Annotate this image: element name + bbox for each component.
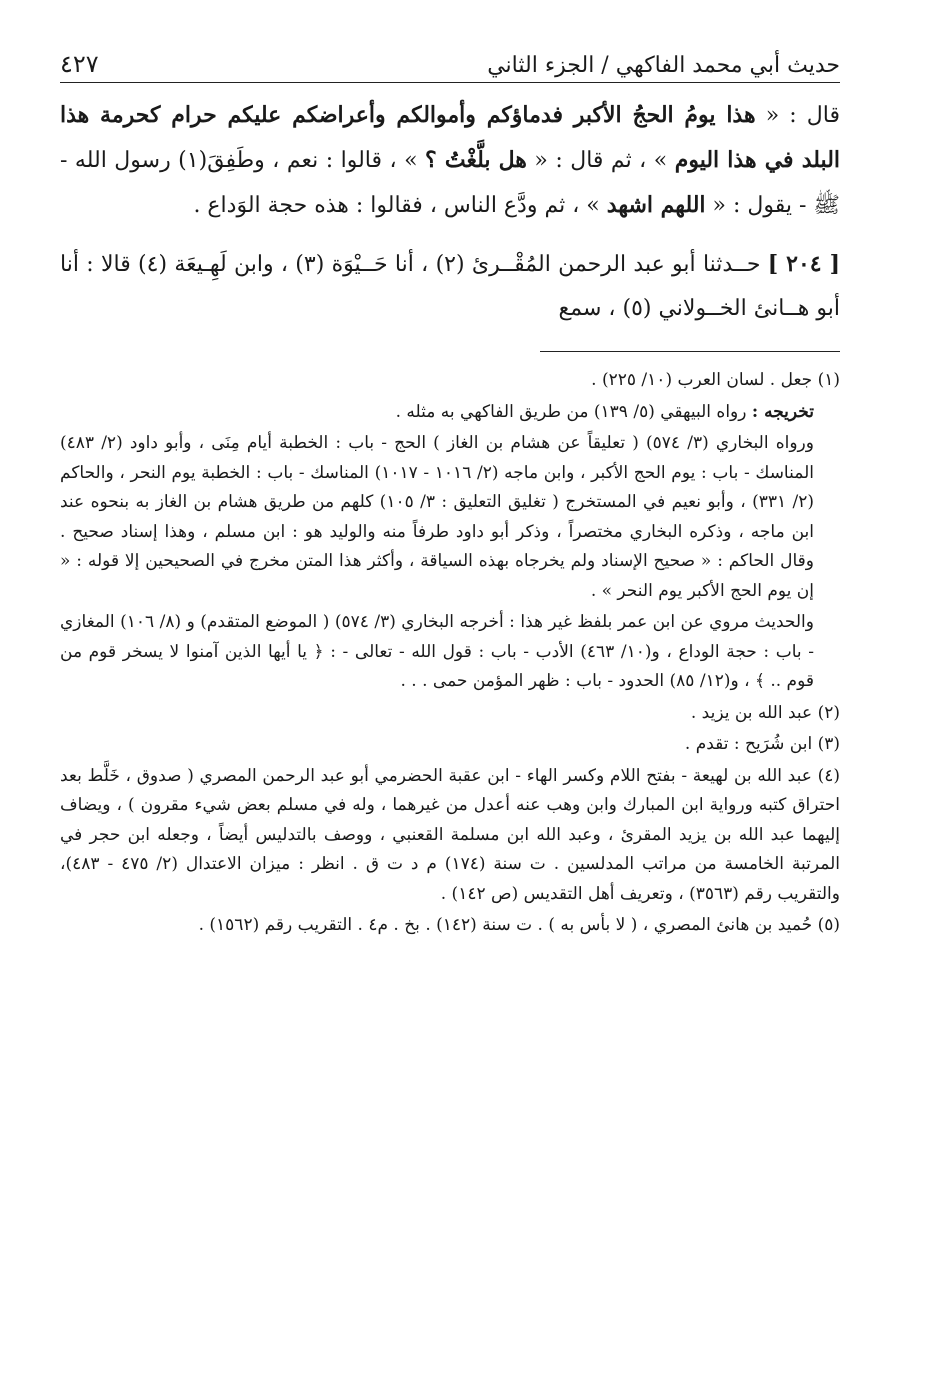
footnote-1-paragraph: ورواه البخاري (٣/ ٥٧٤) ( تعليقاً عن هشام بن الغاز ) الحج - باب : الخطبة أيام مِنَى ، وأبو داود (٢/ ٤٨٣) المناسك - باب : يوم الحج الأكبر ، وابن ماجه (٢/ ١٠١٦ - ١٠١٧) المناسك - باب : الخطبة يوم النحر ، والحاكم (٢/ ٣٣١) ، وأبو نعيم في المستخرج ( تغليق التعليق : ٣/ ١٠٥) كلهم من طريق هشام بن الغاز به بنحوه عند ابن ماجه ، وذكره البخاري مختصراً ، وذكر أبو داود طرفاً منه والوليد هو : ابن مسلم ، وهذا إسناد صحيح . وقال الحاكم : « صحيح الإسناد ولم يخرجاه بهذه السياقة ، وأكثر هذا المتن مخرج في الصحيحين إلا قوله : « إن يوم الحج الأكبر يوم النحر » . [60, 433, 814, 601]
footnote-5: (٥) حُميد بن هانئ المصري ، ( لا بأس به ) . ت سنة (١٤٢) . بخ . م٤ . التقريب رقم (١٥٦٢) . [198, 915, 840, 935]
footnote-divider [540, 351, 840, 352]
hadith-quote-bold: هذا يومُ الحجُ الأكبر فدماؤكم وأموالكم وأعراضكم عليكم حرام كحرمة هذا البلد في هذا اليوم [60, 102, 841, 173]
footnote-1-paragraph: والحديث مروي عن ابن عمر بلفظ غير هذا : أخرجه البخاري (٣/ ٥٧٤) ( الموضع المتقدم) و (٨/ ١٠٦) المغازي - باب : حجة الوداع ، و(١٠/ ٤٦٣) الأدب - باب : قول الله - تعالى - : ﴿ يا أيها الذين آمنوا لا يسخر قوم من قوم .. ﴾ ، و(١٢/ ٨٥) الحدود - باب : ظهر المؤمن حمى . . . [60, 612, 815, 691]
paragraph-hadith-text: قال : « هذا يومُ الحجُ الأكبر فدماؤكم وأموالكم وأعراضكم عليكم حرام كحرمة هذا البلد في هذا اليوم » ، ثم قال : « هل بلَّغْتُ ؟ » ، قالوا : نعم ، وطَفِقَ(١) رسول الله - ﷺ - يقول : « اللهم اشهد » ، ثم ودَّع الناس ، فقالوا : هذه حجة الوَداع . [60, 102, 841, 218]
book-page [60, 30, 840, 943]
footnote-1: (١) جعل . لسان العرب (١٠/ ٢٢٥) . [591, 370, 840, 390]
footnote-4: (٤) عبد الله بن لهيعة - بفتح اللام وكسر الهاء - ابن عقبة الحضرمي أبو عبد الرحمن المصري ( صدوق ، خَلَّط بعد احتراق كتبه ورواية ابن المبارك وابن وهب عنه أعدل من غيرهما ، وله في مسلم بعض شيء مقرون ) ، ويضاف إليهما عبد الله بن يزيد المقرئ ، وعبد الله ابن مسلمة القعنبي ، ووصف بالتدليس أيضاً ، وجعله ابن حجر في المرتبة الخامسة من مراتب المدلسين . ت سنة (١٧٤) م د ت ق . انظر : ميزان الاعتدال (٢/ ٤٧٥ - ٤٨٣)، والتقريب رقم (٣٥٦٣) ، وتعريف أهل التقديس (ص ١٤٢) . [60, 765, 840, 904]
hadith-number: [ ٢٠٤ ] [767, 251, 840, 277]
footnotes [60, 366, 840, 941]
footnote-3: (٣) ابن شُرَيح : تقدم . [684, 734, 840, 754]
main-text [60, 93, 840, 331]
paragraph-hadith-204: [ ٢٠٤ ] حــدثنا أبو عبد الرحمن المُقْــرئ (٢) ، أنا حَــيْوَة (٣) ، وابن لَهِـيعَة (٤) قالا : أنا أبو هــانئ الخــولاني (٥) ، سمع [60, 251, 840, 321]
page-number: ٤٢٧ [60, 50, 99, 78]
footnote-1-takhrij: تخريجه : رواه البيهقي (٥/ ١٣٩) من طريق الفاكهي به مثله . [395, 401, 814, 422]
running-title: حديث أبي محمد الفاكهي / الجزء الثاني [487, 53, 840, 78]
page-header [60, 30, 840, 83]
hadith-quote-bold: اللهم اشهد [606, 192, 706, 218]
hadith-quote-bold: هل بلَّغْتُ ؟ [425, 147, 527, 173]
footnote-2: (٢) عبد الله بن يزيد . [690, 702, 840, 723]
